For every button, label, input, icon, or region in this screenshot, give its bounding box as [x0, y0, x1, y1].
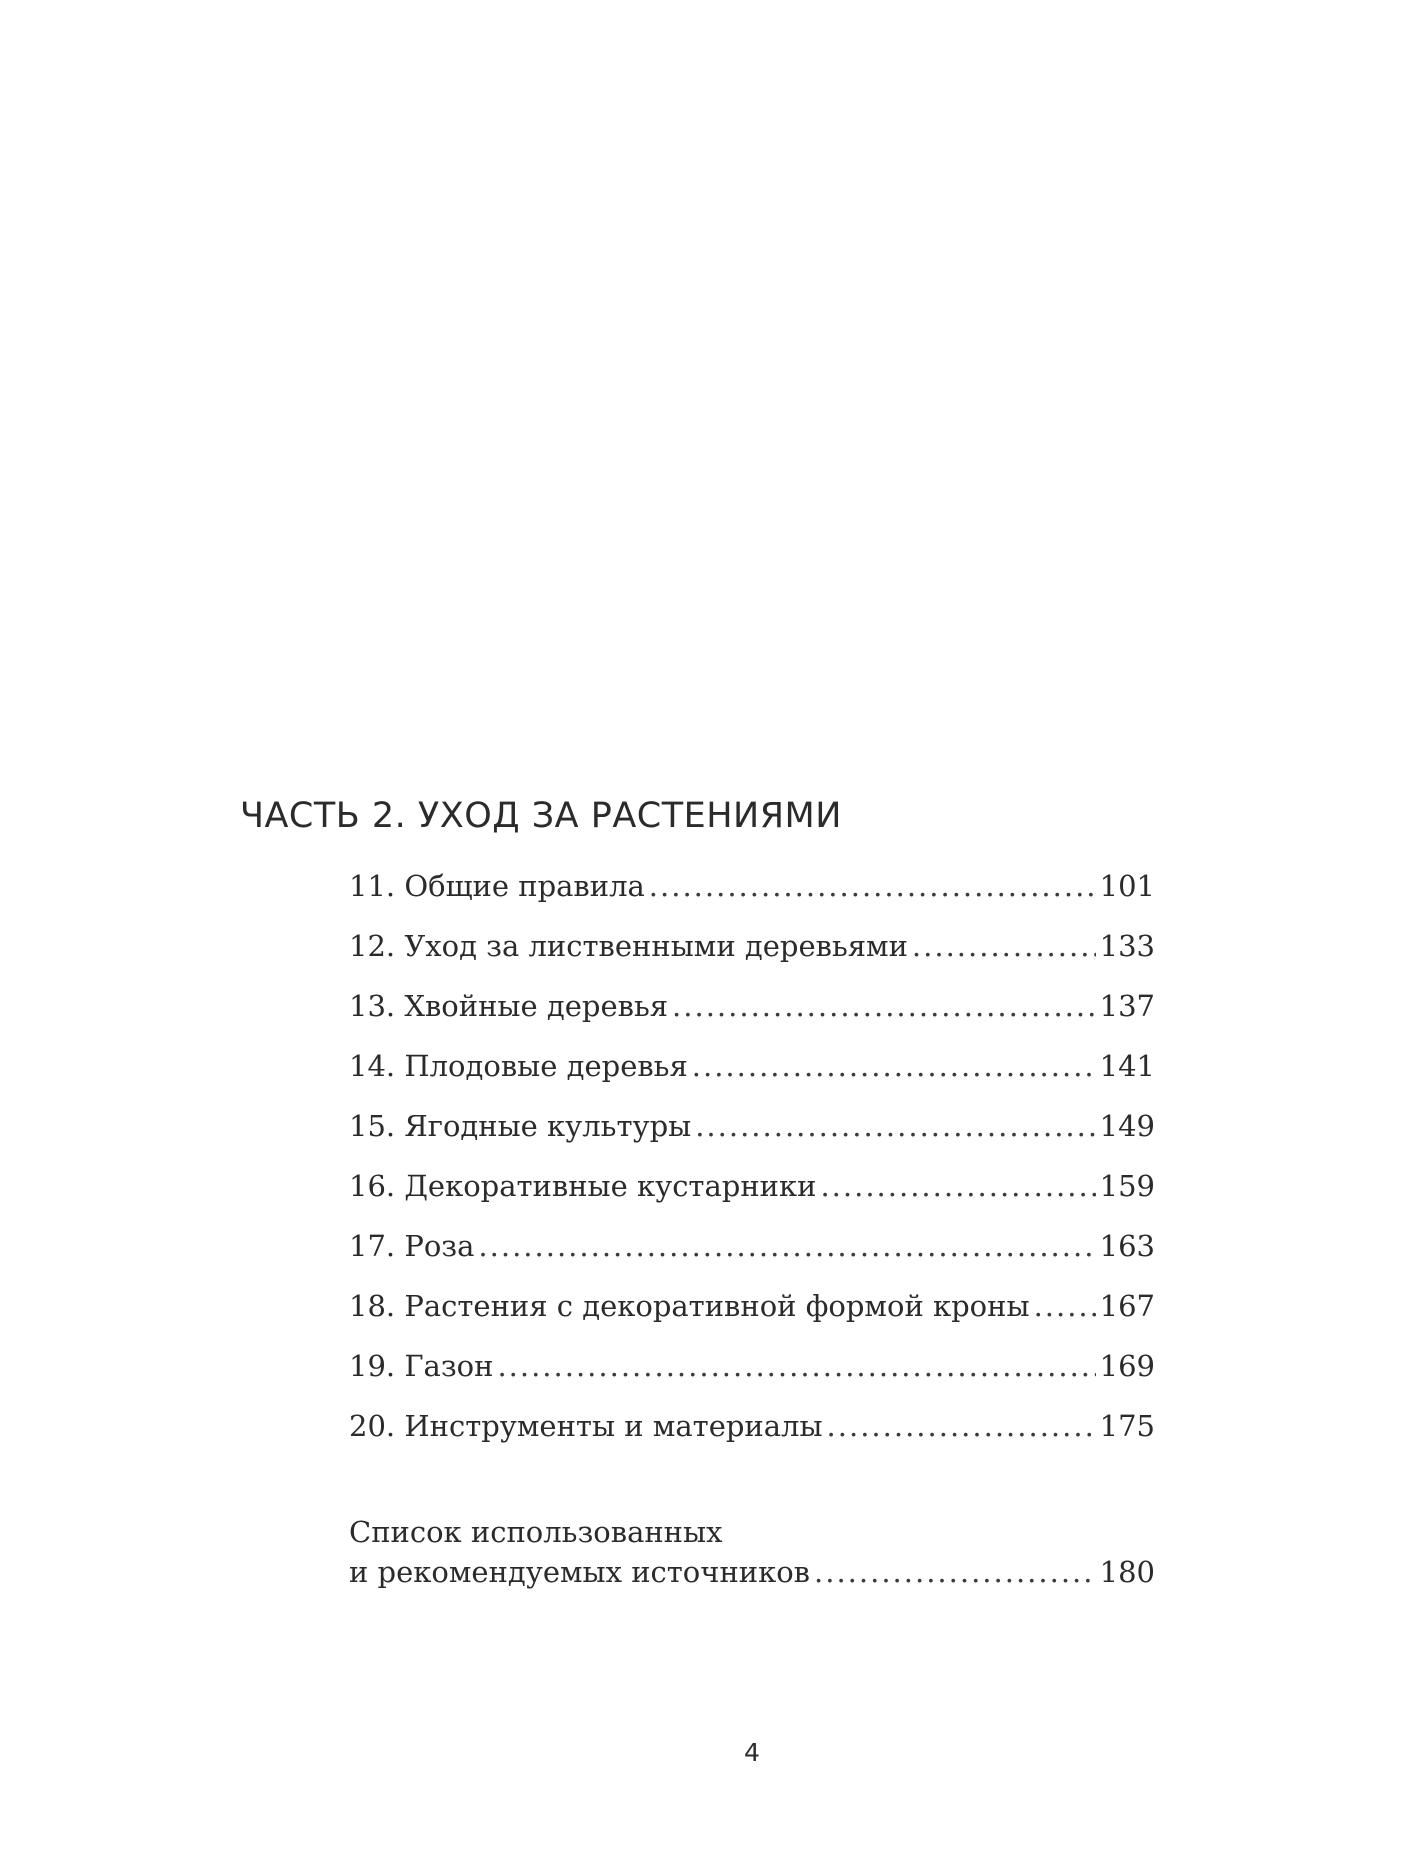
toc-entry-label: 18. Растения с декоративной формой кроны [349, 1289, 1030, 1323]
toc-entry-page: 133 [1099, 929, 1155, 963]
toc-entry [349, 1286, 1155, 1346]
toc-entry [349, 1226, 1155, 1286]
toc-leader-dots [497, 1346, 1095, 1386]
toc-leader-dots [814, 1552, 1096, 1592]
toc-leader-dots [820, 1166, 1095, 1206]
toc-entry-label: 13. Хвойные деревья [349, 989, 669, 1023]
toc-entry-page: 137 [1099, 989, 1155, 1023]
toc-entry-page: 159 [1099, 1169, 1155, 1203]
toc-entry [349, 986, 1155, 1046]
toc-leader-dots [827, 1406, 1096, 1446]
toc-entry [349, 866, 1155, 926]
toc-entry [349, 1046, 1155, 1106]
toc-leader-dots [672, 986, 1096, 1026]
toc-leader-dots [695, 1106, 1095, 1146]
toc-leader-dots [649, 866, 1096, 906]
bibliography-label-line1: Список использованных [349, 1515, 723, 1549]
toc-entry-label: 15. Ягодные культуры [349, 1109, 692, 1143]
toc-entry-label: 12. Уход за лиственными деревьями [349, 929, 908, 963]
toc-entry-page: 180 [1099, 1555, 1155, 1589]
toc-entry-label: 17. Роза [349, 1229, 475, 1263]
toc-leader-dots [1034, 1286, 1096, 1326]
toc-entry-page: 141 [1099, 1049, 1155, 1083]
toc-leader-dots [692, 1046, 1096, 1086]
toc-entry-page: 169 [1099, 1349, 1155, 1383]
toc-entry [349, 1552, 1155, 1592]
bibliography-label-line2: и рекомендуемых источников [349, 1555, 811, 1589]
toc-entry-page: 101 [1099, 869, 1155, 903]
toc-entry [349, 1406, 1155, 1466]
toc-bibliography-entry [349, 1512, 1155, 1592]
toc-entry-label: 19. Газон [349, 1349, 494, 1383]
toc-entry-label: 11. Общие правила [349, 869, 645, 903]
toc-leader-dots [912, 926, 1096, 966]
toc-entry-page: 163 [1099, 1229, 1155, 1263]
toc-leader-dots [478, 1226, 1095, 1266]
toc-entry-page: 149 [1099, 1109, 1155, 1143]
toc-entry-label: 14. Плодовые деревья [349, 1049, 688, 1083]
part-title: ЧАСТЬ 2. УХОД ЗА РАСТЕНИЯМИ [240, 796, 842, 836]
toc-entry [349, 926, 1155, 986]
toc-entry-label: 16. Декоративные кустарники [349, 1169, 817, 1203]
toc-entry-page: 167 [1099, 1289, 1155, 1323]
toc-entry [349, 1166, 1155, 1226]
toc-entry-label: 20. Инструменты и материалы [349, 1409, 823, 1443]
page-number: 4 [744, 1738, 760, 1767]
table-of-contents [349, 866, 1155, 1592]
toc-entry [349, 1346, 1155, 1406]
toc-entry-page: 175 [1099, 1409, 1155, 1443]
toc-entry [349, 1106, 1155, 1166]
